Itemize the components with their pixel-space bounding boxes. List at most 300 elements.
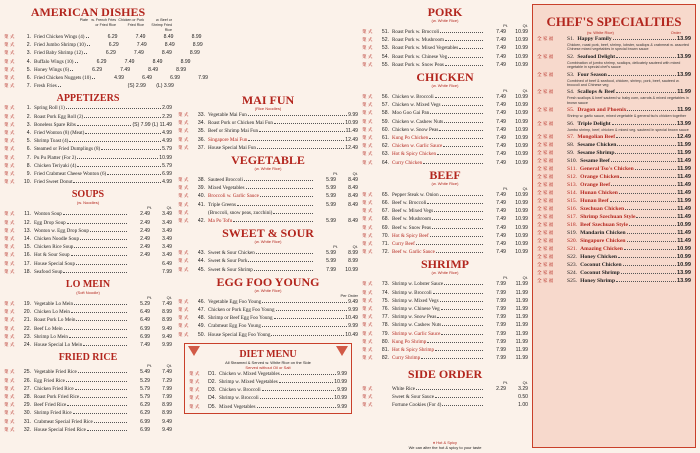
item-name: Broccoli w. Garlic Sauce: [208, 193, 259, 200]
item-number: 76.: [381, 306, 389, 313]
list-item: [362, 61, 528, 69]
item-name: Chicken w. Cashew Nuts: [392, 118, 444, 125]
chinese-text-icon: 全 家 福: [537, 190, 554, 196]
item-price: 4.99: [162, 179, 172, 186]
leader-dots: [248, 140, 344, 141]
item-price: 7.99: [162, 385, 172, 392]
list-item: [4, 316, 172, 324]
item-name: House Special Lo Mein: [34, 342, 83, 349]
chef-item-name: General Tso's Chicken: [579, 166, 634, 173]
chinese-text-icon: 菜 式: [178, 120, 189, 126]
leader-dots: [83, 345, 127, 346]
chinese-text-icon: 菜 式: [362, 143, 373, 149]
item-number: D5.: [208, 403, 216, 410]
item-number: 82.: [381, 355, 389, 362]
chef-item: [537, 106, 691, 114]
chef-item-number: S6.: [567, 120, 575, 127]
list-item: [178, 298, 358, 306]
chef-item: [537, 149, 691, 157]
chef-item-name: Coconut Chicken: [580, 262, 622, 269]
chef-item: [537, 165, 691, 173]
item-price: 7.49: [136, 42, 147, 49]
chef-item-name: Mongolian Beef: [577, 134, 616, 141]
list-item: [178, 209, 358, 217]
chef-item-name: Honey Shrimp: [580, 278, 616, 285]
chinese-text-icon: 全 家 福: [537, 89, 554, 95]
leader-dots: [75, 62, 78, 63]
chef-item: [537, 237, 691, 245]
item-price: 7.99: [162, 268, 172, 275]
item-name: Chicken w. Broccoli: [219, 387, 261, 394]
chef-item-name: Coconut Shrimp: [580, 270, 620, 277]
shrimp-subtitle: (w. White Rice): [431, 270, 459, 276]
item-price: 3.49: [162, 211, 172, 218]
chicken-list: [362, 93, 528, 167]
item-price: 9.99: [348, 323, 358, 330]
chef-item-number: S11.: [567, 166, 577, 173]
item-name: Shrimp w. Cashew Nuts: [392, 322, 442, 329]
item-number: 67.: [381, 208, 389, 215]
item-name: Shrimp w. Mixed Vegetables: [219, 379, 278, 386]
chinese-text-icon: 菜 式: [4, 301, 15, 307]
leader-dots: [615, 153, 676, 154]
item-price: 8.49: [148, 66, 159, 73]
list-item: [4, 129, 172, 137]
item-price: 12.49: [345, 144, 358, 151]
chinese-text-icon: 菜 式: [4, 75, 15, 81]
leader-dots: [92, 78, 95, 79]
chef-item-number: S15.: [567, 198, 578, 205]
chef-item-name: Happy Family: [577, 36, 612, 42]
item-name: Fried Chicken Nuggets (10): [34, 75, 92, 82]
chef-item-price: 13.99: [677, 120, 691, 127]
item-name: (Broccoli, snow peas, zucchini): [208, 209, 273, 216]
chef-item-name: Hunan Beef: [580, 198, 609, 205]
item-price: 6.49: [142, 75, 153, 82]
list-item: [4, 268, 172, 276]
item-price: 5.29: [140, 377, 150, 384]
chef-item-name: Dragon and Phoenix: [577, 107, 627, 114]
spacer: [178, 4, 358, 92]
leader-dots: [442, 105, 483, 106]
chef-item: [537, 277, 691, 285]
leader-dots: [430, 236, 483, 237]
item-price: 9.49: [348, 298, 358, 305]
chinese-text-icon: 菜 式: [4, 227, 15, 233]
list-item: [362, 232, 528, 240]
chinese-text-icon: 菜 式: [362, 110, 373, 116]
item-price: 6.49: [140, 317, 150, 324]
chinese-text-icon: 菜 式: [178, 177, 189, 183]
chinese-text-icon: 菜 式: [4, 393, 15, 399]
item-number: 35.: [197, 128, 205, 135]
chef-item-number: S18.: [567, 222, 578, 229]
item-price: 7.49: [140, 342, 150, 349]
item-price: 7.49: [496, 143, 506, 150]
list-item: [4, 104, 172, 112]
item-price: 11.99: [515, 281, 528, 288]
footer-hot-legend: ♦ Hot & Spicy: [432, 440, 458, 445]
leader-dots: [260, 398, 334, 399]
item-number: 73.: [381, 281, 389, 288]
item-name: Mixed Vegetables: [208, 185, 245, 192]
item-price: 7.49: [496, 94, 506, 101]
item-name: Fortune Cookies (For 4): [392, 401, 442, 408]
chef-item-price: 11.49: [677, 230, 691, 237]
leader-dots: [271, 335, 344, 336]
chef-item-description: Shrimp w. garlic sauce, mixed vegetable & general tso's chicken together: [567, 114, 687, 119]
item-price: 7.99: [496, 322, 506, 329]
chinese-text-icon: 菜 式: [189, 403, 200, 409]
chinese-text-icon: 菜 式: [4, 171, 15, 177]
item-price: 3.49: [162, 219, 172, 226]
list-item: [4, 58, 191, 66]
item-number: 6.: [26, 146, 31, 153]
item-number: 7.: [26, 154, 31, 161]
item-price: 12.49: [345, 136, 358, 143]
item-name: House Special Fried Rice: [34, 426, 86, 433]
leader-dots: [74, 247, 127, 248]
item-number: 11.: [24, 211, 31, 218]
item-price: 7.49: [496, 37, 506, 44]
chef-item-number: S4.: [567, 89, 575, 96]
chef-item-number: S3.: [567, 71, 575, 78]
chinese-text-icon: 全 家 福: [537, 278, 554, 284]
leader-dots: [262, 390, 336, 391]
list-item: [362, 191, 528, 199]
item-price: 8.49: [348, 185, 358, 192]
item-number: 48.: [197, 315, 205, 322]
list-item: [178, 176, 358, 184]
chef-item-price: 11.49: [677, 182, 691, 189]
list-item: [4, 227, 172, 235]
leader-dots: [262, 302, 347, 303]
chef-item-number: S25.: [567, 278, 578, 285]
item-number: 16.: [23, 252, 31, 259]
soups-subtitle: (w. Noodles): [76, 200, 100, 206]
item-name: Vegetable Egg Foo Young: [208, 298, 262, 305]
item-number: 55.: [381, 61, 389, 68]
chinese-text-icon: 菜 式: [4, 333, 15, 339]
chef-item-price: 11.99: [677, 150, 691, 157]
list-item: [362, 215, 528, 223]
item-name: Roast Pork w. Chinese Veg: [392, 53, 448, 60]
item-number: 27.: [23, 385, 31, 392]
item-name: Beef Fried Rice: [34, 402, 67, 409]
leader-dots: [276, 310, 348, 311]
list-item: [362, 159, 528, 167]
item-number: 53.: [381, 45, 389, 52]
item-name: Chicken w. Mixed Vegs: [392, 102, 441, 109]
item-name: Sauteed Broccoli: [208, 177, 243, 184]
list-item: [362, 338, 528, 346]
item-number: 77.: [381, 314, 389, 321]
chinese-text-icon: 菜 式: [178, 250, 189, 256]
item-price: 5.99: [326, 250, 336, 257]
item-number: 28.: [23, 393, 31, 400]
chef-item-number: S22.: [567, 254, 578, 261]
list-item: [362, 330, 528, 338]
chef-item-price: 11.99: [677, 107, 691, 114]
chinese-text-icon: 菜 式: [4, 426, 15, 432]
chef-item-name: Beef Szechuan Style: [580, 222, 628, 229]
list-item: [178, 257, 358, 265]
item-price: 2.49: [140, 252, 150, 259]
item-number: D3.: [208, 387, 216, 394]
chef-item-price: 11.49: [677, 174, 691, 181]
sideorder-header: Pt. Qt.: [503, 379, 528, 385]
item-number: 32.: [23, 426, 31, 433]
item-price: 10.99: [515, 249, 528, 256]
chef-item-number: S23.: [567, 262, 578, 269]
leader-dots: [435, 350, 483, 351]
item-price: 6.99: [140, 333, 150, 340]
chef-item: [537, 157, 691, 165]
leader-dots: [254, 270, 313, 271]
leader-dots: [73, 182, 161, 183]
chinese-text-icon: 菜 式: [189, 387, 200, 393]
item-price: 6.29: [140, 410, 150, 417]
item-name: Beef Lo Mein: [34, 325, 63, 332]
chinese-text-icon: 菜 式: [362, 281, 373, 287]
item-name: Roast Pork or Chicken Mai Fun: [208, 120, 273, 127]
leader-dots: [610, 201, 677, 202]
chef-item-number: S19.: [567, 230, 578, 237]
item-name: Beef w. Broccoli: [392, 200, 427, 207]
chinese-text-icon: 菜 式: [4, 138, 15, 144]
chinese-text-icon: 菜 式: [362, 330, 373, 336]
item-number: 7.: [26, 83, 31, 90]
chef-item-price: 11.49: [677, 238, 691, 245]
leader-dots: [76, 320, 127, 321]
leader-dots: [244, 180, 313, 181]
chinese-text-icon: 菜 式: [362, 322, 373, 328]
leader-dots: [69, 337, 127, 338]
item-price: 6.29: [107, 34, 118, 40]
item-price: 7.49: [496, 53, 506, 60]
item-price: 3.49: [162, 244, 172, 251]
item-price: 10.99: [159, 154, 172, 161]
list-item: [189, 378, 347, 386]
item-number: 1.: [26, 34, 31, 40]
item-price: 7.99: [496, 314, 506, 321]
item-name: Beef w. Mushroom: [392, 216, 432, 223]
item-number: 69.: [381, 224, 389, 231]
list-item: [362, 36, 528, 44]
list-item: [362, 142, 528, 150]
item-price: 7.49: [496, 249, 506, 256]
leader-dots: [74, 304, 127, 305]
leader-dots: [87, 430, 127, 431]
leader-dots: [445, 40, 483, 41]
list-item: [178, 184, 358, 192]
sweetsour-header: Pt. Qt.: [333, 244, 358, 250]
item-number: 17.: [23, 260, 31, 267]
chinese-text-icon: 全 家 福: [537, 158, 554, 164]
list-item: [362, 93, 528, 101]
leader-dots: [442, 325, 483, 326]
column-2: [178, 4, 358, 414]
item-name: Shrimp Toast (4): [34, 138, 69, 145]
item-price: 10.99: [515, 37, 528, 44]
leader-dots: [444, 122, 483, 123]
item-price: 4.99: [162, 130, 172, 137]
list-item: [4, 113, 172, 121]
item-price: 3.49: [162, 227, 172, 234]
chef-item: [537, 120, 691, 128]
leader-dots: [421, 358, 483, 359]
chinese-text-icon: 菜 式: [362, 297, 373, 303]
item-name: Chicken Noodle Soup: [34, 236, 79, 243]
chinese-text-icon: 菜 式: [178, 218, 189, 224]
chinese-text-icon: 菜 式: [178, 112, 189, 117]
soups-title: SOUPS: [71, 189, 105, 201]
chef-item-number: S1.: [567, 36, 575, 42]
list-item: [178, 111, 358, 119]
item-price: 5.99: [326, 185, 336, 192]
item-price: 8.49: [348, 193, 358, 200]
chinese-text-icon: 菜 式: [178, 128, 189, 134]
chinese-text-icon: 全 家 福: [537, 120, 554, 126]
leader-dots: [58, 86, 61, 87]
item-price: 7.99: [162, 393, 172, 400]
chinese-text-icon: 菜 式: [178, 185, 189, 191]
item-price: 8.99: [162, 317, 172, 324]
chef-item-name: Seafood Delight: [577, 53, 616, 60]
item-name: Fried Chicken Wings (4): [34, 34, 85, 40]
chef-item-name: Szechuan Chicken: [580, 206, 625, 213]
item-number: 80.: [381, 338, 389, 345]
chinese-text-icon: 菜 式: [4, 342, 15, 348]
list-item: [4, 426, 172, 434]
item-price: 11.99: [515, 322, 528, 329]
eggfoo-header: Per Order: [340, 292, 358, 298]
list-item: [4, 243, 172, 251]
leader-dots: [87, 45, 90, 46]
beef-header: Pt. Qt.: [503, 185, 528, 191]
item-price: 9.99: [337, 403, 347, 410]
item-name: Kung Po Shrimp: [392, 338, 427, 345]
chef-item-number: S8.: [567, 142, 575, 149]
item-number: 42.: [197, 218, 205, 225]
chinese-text-icon: 菜 式: [178, 307, 189, 313]
item-name: Curry Beef: [392, 241, 415, 248]
item-number: 31.: [23, 418, 31, 425]
chinese-text-icon: 菜 式: [4, 130, 15, 136]
list-item: [178, 192, 358, 200]
item-price: 2.29: [162, 113, 172, 120]
item-name: Fried Jumbo Shrimp (10): [34, 42, 86, 49]
leader-dots: [436, 252, 483, 253]
item-price: 2.49: [140, 227, 150, 234]
leader-dots: [442, 405, 483, 406]
leader-dots: [627, 241, 677, 242]
item-price: 8.49: [348, 177, 358, 184]
chef-item-name: Orange Beef: [580, 182, 611, 189]
item-price: 10.49: [345, 315, 358, 322]
item-number: 78.: [381, 322, 389, 329]
leader-dots: [64, 329, 127, 330]
item-price: 1.00: [518, 401, 528, 408]
item-price: 10.99: [515, 94, 528, 101]
item-price: 8.49: [163, 34, 174, 40]
leader-dots: [279, 382, 334, 383]
chefs-specialties-panel: [532, 4, 696, 448]
chef-item: [537, 213, 691, 221]
list-item: [4, 368, 172, 376]
item-name: Buffalo Wings (10): [34, 58, 74, 65]
american-list: [4, 33, 209, 90]
item-number: 51.: [381, 29, 389, 35]
list-item: [4, 170, 172, 178]
item-price: 8.99: [348, 258, 358, 265]
chinese-text-icon: 菜 式: [362, 94, 373, 100]
chinese-text-icon: 菜 式: [362, 224, 373, 230]
item-price: 7.49: [124, 58, 135, 65]
soups-list: [4, 210, 172, 276]
item-number: 81.: [381, 347, 389, 354]
leader-dots: [257, 407, 337, 408]
item-price: 8.99: [162, 309, 172, 316]
item-name: Sweet & Sour Chicken: [208, 250, 255, 257]
item-name: Boneless Spare Ribs: [34, 121, 76, 128]
leader-dots: [273, 213, 313, 214]
item-name: Chicken w. Mixed Vegetables: [219, 370, 280, 377]
item-price: 7.49: [162, 369, 172, 376]
chinese-text-icon: 菜 式: [362, 126, 373, 132]
diet-list: [189, 370, 347, 411]
lomein-list: [4, 300, 172, 349]
list-item: [4, 74, 209, 82]
chinese-text-icon: 菜 式: [4, 385, 15, 391]
eggfoo-title: EGG FOO YOUNG: [216, 274, 320, 289]
chef-item-name: Triple Delight: [577, 120, 611, 127]
item-price: 9.49: [162, 333, 172, 340]
item-price: 10.99: [515, 151, 528, 158]
chef-item-number: S7.: [567, 134, 575, 141]
leader-dots: [63, 272, 127, 273]
list-item: [4, 145, 172, 153]
item-number: 2.: [26, 42, 31, 49]
item-price: 11.99: [515, 338, 528, 345]
item-price: 8.99: [176, 66, 187, 73]
leader-dots: [73, 413, 127, 414]
chef-item-description: Combined of beef & seafood, chicken, shrimp, pork, beef, sauteed w. broccoli and Chinese veg: [567, 78, 680, 88]
chef-item-price: 11.99: [677, 198, 691, 205]
list-item: [4, 341, 172, 349]
chinese-text-icon: 菜 式: [362, 249, 373, 255]
item-price: 7.49: [496, 159, 506, 166]
item-number: 70.: [381, 232, 389, 239]
leader-dots: [80, 397, 127, 398]
chinese-text-icon: 菜 式: [362, 241, 373, 247]
american-dishes-title: AMERICAN DISHES: [30, 5, 146, 19]
leader-dots: [101, 149, 161, 150]
item-price: 5.99: [326, 258, 336, 265]
item-price: 11.99: [515, 347, 528, 354]
leader-dots: [66, 108, 161, 109]
item-price: 10.49: [345, 331, 358, 338]
item-price: 10.99: [334, 379, 347, 386]
item-name: Roast Pork w. Broccoli: [392, 29, 440, 35]
item-name: Shrimp w. Chinese Veg: [392, 306, 440, 313]
item-price: 5.79: [140, 393, 150, 400]
item-price: 10.99: [345, 266, 358, 273]
chef-item: [537, 205, 691, 213]
item-number: 4.: [26, 58, 31, 65]
item-price: 7.49: [496, 191, 506, 198]
chef-item-price: 11.49: [677, 214, 691, 221]
